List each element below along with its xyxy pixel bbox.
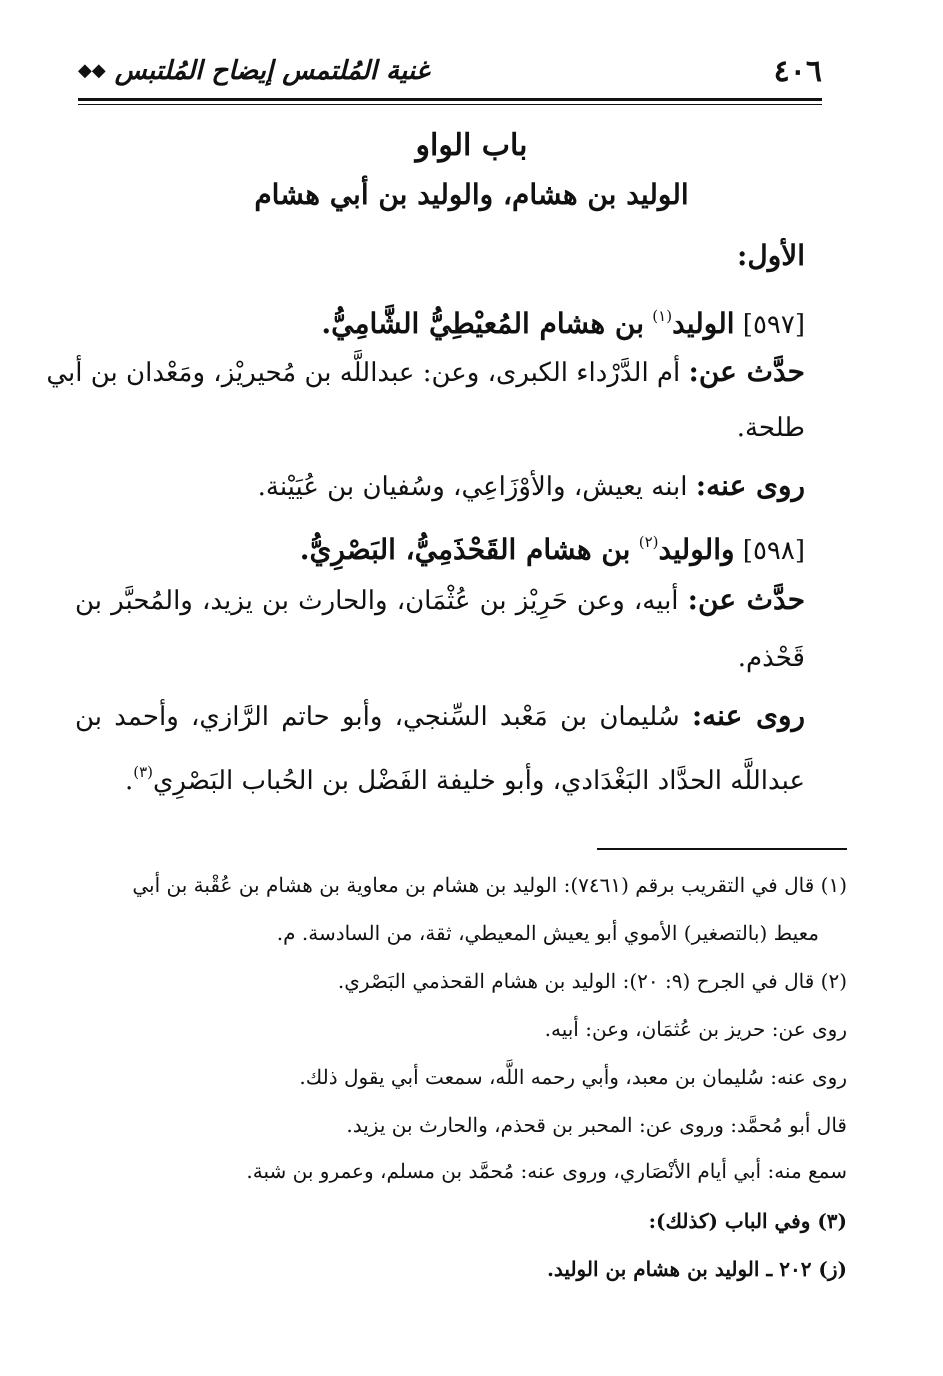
entry-598-rest: بن هشام القَحْذَمِيُّ، البَصْرِيُّ. [299,533,631,566]
footnote-2-line-4: قال أبو مُحمَّد: وروى عن: المحبر بن قحذم، والحارث بن يزيد. [346,1113,847,1137]
footnote-ref-3: (٣) [133,763,154,781]
rawa-cont-text: عبداللَّه الحدَّاد البَغْدَادي، وأبو خليفة الفَضْل بن الحُباب البَصْرِي [153,766,805,796]
footnote-1-line-2: معيط (بالتصغير) الأموي أبو يعيش المعيطي، ثقة، من السادسة. م. [276,921,819,945]
chapter-title: باب الواو [415,128,528,163]
entry-597-heading [75,296,805,345]
rawa-cont-end: . [124,766,134,796]
first-label: الأول: [737,239,805,272]
rawa-text: سُليمان بن مَعْبد السِّنجي، وأبو حاتم الرَّازي، وأحمد بن [75,702,680,732]
entry-597-name: الوليد [672,307,735,340]
footnote-1-line-1: (١) قال في التقريب برقم (٧٤٦١): الوليد بن هشام بن معاوية بن هشام بن عُقْبة بن أبي [132,873,847,897]
footnote-3-line-1: (٣) وفي الباب (كذلك): [648,1209,847,1233]
entry-597-hadatha [46,352,805,393]
running-title [78,56,429,86]
entry-597-rawa [75,466,805,507]
entry-598-heading [75,522,805,571]
entry-597-rest: بن هشام المُعيْطِيُّ الشَّامِيُّ. [321,307,645,340]
hadatha-label: حدَّث عن: [688,355,805,388]
rawa-label: روى عنه: [691,699,805,732]
footnote-2-line-1: (٢) قال في الجرح (٩: ٢٠): الوليد بن هشام القحذمي البَصْري. [337,969,847,993]
footnote-ref-1: (١) [652,307,673,325]
footnote-2-line-5: سمع منه: أبي أيام الأنْصَاري، وروى عنه: مُحمَّد بن مسلم، وعمرو بن شبة. [246,1159,847,1183]
entry-598-rawa [75,696,805,737]
page-header [78,52,822,96]
page-number: ٤٠٦ [773,54,822,89]
diamond-ornament-icon: ◆◆ [78,60,106,81]
entry-598-number: [٥٩٨] [742,536,805,566]
running-title-text: غنية المُلتمس إيضاح المُلتبس [114,56,430,86]
footnote-separator [597,848,847,850]
rawa-text: ابنه يعيش، والأوْزَاعِي، وسُفيان بن عُيَيْنة. [257,472,688,502]
footnote-2-line-2: روى عن: حريز بن عُثمَان، وعن: أبيه. [544,1017,847,1041]
rawa-label: روى عنه: [695,469,805,502]
footnote-ref-2: (٢) [638,533,659,551]
entry-598-name: والوليد [658,533,735,566]
header-rule-thin [78,104,822,105]
entry-598-hadatha-cont: قَحْذم. [737,643,805,673]
entry-597-number: [٥٩٧] [742,310,805,340]
entry-597-hadatha-cont: طلحة. [736,413,805,443]
entry-598-rawa-cont [75,752,805,801]
hadatha-text: أم الدَّرْداء الكبرى، وعن: عبداللَّه بن مُحيريْز، ومَعْدان بن أبي [46,358,681,388]
footnote-2-line-3: روى عنه: سُليمان بن معبد، وأبي رحمه اللَّه، سمعت أبي يقول ذلك. [299,1065,847,1089]
hadatha-label: حدَّث عن: [687,583,806,616]
entry-598-hadatha [75,580,805,621]
footnote-3-line-2: (ز) ٢٠٢ ـ الوليد بن هشام بن الوليد. [546,1257,847,1281]
section-title: الوليد بن هشام، والوليد بن أبي هشام [254,178,689,211]
hadatha-text: أبيه، وعن حَرِيْز بن عُثْمَان، والحارث بن يزيد، والمُحبَّر بن [75,586,679,616]
header-rule [78,98,822,101]
